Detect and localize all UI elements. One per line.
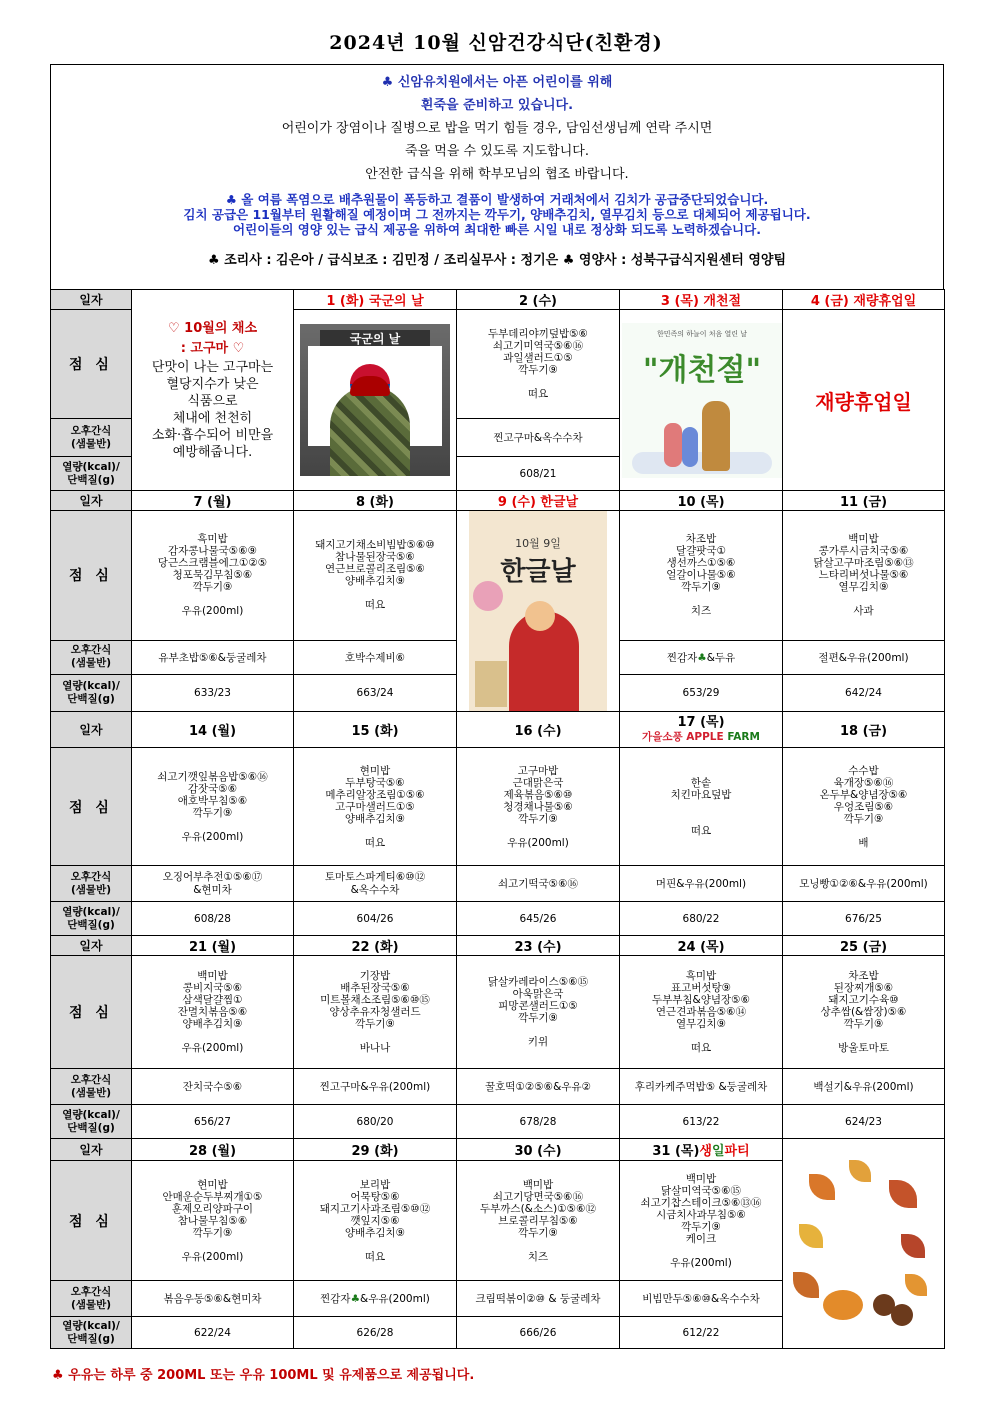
snack-day-2: 찐고구마&옥수수차 <box>457 419 620 457</box>
snack-day-17: 머핀&우유(200ml) <box>620 866 783 902</box>
snack-day-21: 잔치국수⑤⑥ <box>132 1069 294 1105</box>
day-header-3: 3 (목) 개천절 <box>620 290 783 310</box>
notice-line-3: 어린이가 장염이나 질병으로 밥을 먹기 힘들 경우, 담임선생님께 연락 주시면 <box>281 121 713 136</box>
label-date: 일자 <box>51 936 132 956</box>
vegetable-desc-5: 소화·흡수되어 비만을 <box>151 428 274 443</box>
vegetable-desc-6: 예방해줍니다. <box>172 445 253 460</box>
kcal-day-15: 604/26 <box>294 902 457 936</box>
kcal-day-17: 680/22 <box>620 902 783 936</box>
lunch-day-10: 차조밥 달걀팟국① 생선까스①⑤⑥ 얼갈이나물⑤⑥ 깍두기⑨ 치즈 <box>620 511 783 641</box>
hangeul-date: 10월 9일 <box>515 537 561 550</box>
lunch-day-8: 돼지고기채소비빔밥⑤⑥⑩ 참나물된장국⑤⑥ 연근브로콜리조림⑤⑥ 양배추김치⑨ 떠요 <box>294 511 457 641</box>
lunch-day-2: 두부데리야끼덮밥⑤⑥ 쇠고기미역국⑤⑥⑯ 과일샐러드①⑤ 깍두기⑨ 떠요 <box>457 310 620 419</box>
gaecheon-subtitle: 한민족의 하늘이 처음 열린 날 <box>656 329 748 338</box>
snack-day-15: 토마토스파게티⑥⑩⑫ &옥수수차 <box>294 866 457 902</box>
day-header-10: 10 (목) <box>620 491 783 511</box>
day-header-30: 30 (수) <box>457 1139 620 1161</box>
staff-line: ♣ 조리사 : 김은아 / 급식보조 : 김민정 / 조리실무사 : 정기은 ♣ 영양사 : 성북구급식지원센터 영양팀 <box>207 253 787 268</box>
day-header-7: 7 (월) <box>132 491 294 511</box>
kcal-day-30: 666/26 <box>457 1317 620 1349</box>
label-lunch: 점 심 <box>51 511 132 641</box>
day-header-24: 24 (목) <box>620 936 783 956</box>
label-snack: 오후간식 (샘물반) <box>51 419 132 457</box>
menu-table <box>50 289 945 1349</box>
vegetable-name: : 고구마 ♡ <box>180 341 245 356</box>
snack-day-30: 크림떡볶이②⑩ & 둥굴레차 <box>457 1281 620 1317</box>
notice-line-7: 김치 공급은 11월부터 원활해질 예정이며 그 전까지는 깍두기, 양배추김치, 열무김치 등으로 대체되어 제공됩니다. <box>183 207 811 222</box>
label-snack: 오후간식 (샘물반) <box>51 1069 132 1105</box>
notice-line-2: 흰죽을 준비하고 있습니다. <box>420 98 574 113</box>
label-date: 일자 <box>51 712 132 748</box>
vegetable-desc-3: 식품으로 <box>187 394 238 409</box>
vegetable-of-month <box>132 290 294 491</box>
label-date: 일자 <box>51 1139 132 1161</box>
kcal-day-2: 608/21 <box>457 457 620 491</box>
kcal-day-31: 612/22 <box>620 1317 783 1349</box>
day-header-11: 11 (금) <box>783 491 945 511</box>
vegetable-desc <box>134 359 291 461</box>
label-date: 일자 <box>51 491 132 511</box>
vegetable-desc-2: 혈당지수가 낮은 <box>166 377 259 392</box>
snack-day-16: 쇠고기떡국⑤⑥⑯ <box>457 866 620 902</box>
kcal-day-14: 608/28 <box>132 902 294 936</box>
snack-day-23: 꿀호떡①②⑤⑥&우유② <box>457 1069 620 1105</box>
label-snack: 오후간식 (샘물반) <box>51 866 132 902</box>
picnic-label: 가을소풍 APPLE FARM <box>642 730 760 743</box>
gaecheonjeol-image <box>620 310 783 491</box>
lunch-day-30: 백미밥 쇠고기당면국⑤⑥⑯ 두부까스(&소스)①⑤⑥⑫ 브로콜리무침⑤⑥ 깍두기⑨ 치즈 <box>457 1161 620 1281</box>
lunch-day-16: 고구마밥 근대맑은국 제육볶음⑤⑥⑩ 청경채나물⑤⑥ 깍두기⑨ 우유(200ml) <box>457 748 620 866</box>
label-kcal: 열량(kcal)/ 단백질(g) <box>51 1105 132 1139</box>
label-snack: 오후간식 (샘물반) <box>51 1281 132 1317</box>
snack-day-24: 후리카케주먹밥⑤ &둥굴레차 <box>620 1069 783 1105</box>
day-header-25: 25 (금) <box>783 936 945 956</box>
day-header-21: 21 (월) <box>132 936 294 956</box>
kcal-day-10: 653/29 <box>620 675 783 712</box>
snack-day-14: 오징어부추전①⑤⑥⑰ &현미차 <box>132 866 294 902</box>
lunch-day-24: 흑미밥 표고버섯탕⑨ 두부부침&양념장⑤⑥ 연근견과볶음⑤⑥⑭ 열무김치⑨ 떠요 <box>620 956 783 1069</box>
snack-day-18: 모닝빵①②⑥&우유(200ml) <box>783 866 945 902</box>
notice-box <box>50 64 944 290</box>
day-header-4: 4 (금) 재량휴업일 <box>783 290 945 310</box>
label-lunch: 점 심 <box>51 1161 132 1281</box>
day-header-16: 16 (수) <box>457 712 620 748</box>
day-header-22: 22 (화) <box>294 936 457 956</box>
kcal-day-22: 680/20 <box>294 1105 457 1139</box>
kcal-day-18: 676/25 <box>783 902 945 936</box>
label-kcal: 열량(kcal)/ 단백질(g) <box>51 675 132 712</box>
clover-icon: ♣ <box>350 1293 360 1305</box>
gaecheon-title: "개천절" <box>642 352 762 388</box>
lunch-day-28: 현미밥 안매운순두부찌개①⑤ 훈제오리양파구이 참나물무침⑤⑥ 깍두기⑨ 우유(200ml) <box>132 1161 294 1281</box>
snack-day-29: 찐감자♣&우유(200ml) <box>294 1281 457 1317</box>
notice-line-1: ♣ 신암유치원에서는 아픈 어린이를 위해 <box>381 75 613 90</box>
vegetable-desc-4: 체내에 천천히 <box>172 411 253 426</box>
hangeul-day-image <box>457 511 620 712</box>
kcal-day-16: 645/26 <box>457 902 620 936</box>
lunch-day-23: 닭살카레라이스⑤⑥⑮ 아욱맑은국 피망콘샐러드①⑤ 깍두기⑨ 키위 <box>457 956 620 1069</box>
snack-day-25: 백설기&우유(200ml) <box>783 1069 945 1105</box>
lunch-day-22: 기장밥 배추된장국⑤⑥ 미트볼채소조림⑤⑥⑩⑮ 양상추유자청샐러드 깍두기⑨ 바나나 <box>294 956 457 1069</box>
lunch-day-29: 보리밥 어묵탕⑤⑥ 돼지고기사과조림⑤⑩⑫ 깻잎지⑤⑥ 양배추김치⑨ 떠요 <box>294 1161 457 1281</box>
label-kcal: 열량(kcal)/ 단백질(g) <box>51 902 132 936</box>
day-header-31: 31 (목)생일파티 <box>620 1139 783 1161</box>
snack-day-28: 볶음우동⑤⑥&현미차 <box>132 1281 294 1317</box>
lunch-day-14: 쇠고기깻잎볶음밥⑤⑥⑯ 감잣국⑤⑥ 애호박무침⑤⑥ 깍두기⑨ 우유(200ml) <box>132 748 294 866</box>
lunch-day-31: 백미밥 닭살미역국⑤⑥⑮ 쇠고기찹스테이크⑤⑥⑬⑯ 시금치사과무침⑤⑥ 깍두기⑨ 케이크 우유(200ml) <box>620 1161 783 1281</box>
kcal-day-8: 663/24 <box>294 675 457 712</box>
label-kcal: 열량(kcal)/ 단백질(g) <box>51 457 132 491</box>
day-header-8: 8 (화) <box>294 491 457 511</box>
label-date: 일자 <box>51 290 132 310</box>
snack-day-7: 유부초밥⑤⑥&둥굴레차 <box>132 640 294 675</box>
day-header-9: 9 (수) 한글날 <box>457 491 620 511</box>
clover-icon: ♣ <box>697 651 707 664</box>
lunch-day-18: 수수밥 육개장⑤⑥⑯ 온두부&양념장⑤⑥ 우엉조림⑤⑥ 깍두기⑨ 배 <box>783 748 945 866</box>
snack-day-10: 찐감자♣&두유 <box>620 640 783 675</box>
day-header-29: 29 (화) <box>294 1139 457 1161</box>
kcal-day-23: 678/28 <box>457 1105 620 1139</box>
snack-day-31: 비빔만두⑤⑥⑩&옥수수차 <box>620 1281 783 1317</box>
armed-forces-day-image <box>294 310 457 491</box>
lunch-day-17: 한솥 치킨마요덮밥 떠요 <box>620 748 783 866</box>
footer-note: ♣ 우유는 하루 중 200ML 또는 우유 100ML 및 유제품으로 제공됩니다. <box>52 1368 475 1383</box>
lunch-day-15: 현미밥 두부탕국⑤⑥ 메추리알장조림①⑤⑥ 고구마샐러드①⑤ 양배추김치⑨ 떠요 <box>294 748 457 866</box>
kcal-day-28: 622/24 <box>132 1317 294 1349</box>
notice-line-5: 안전한 급식을 위해 학부모님의 협조 바랍니다. <box>365 167 629 182</box>
day-header-14: 14 (월) <box>132 712 294 748</box>
kcal-day-25: 624/23 <box>783 1105 945 1139</box>
day-header-15: 15 (화) <box>294 712 457 748</box>
notice-line-4: 죽을 먹을 수 있도록 지도합니다. <box>405 144 589 159</box>
vegetable-desc-1: 단맛이 나는 고구마는 <box>151 360 274 375</box>
autumn-leaves-image <box>783 1139 945 1349</box>
kcal-day-24: 613/22 <box>620 1105 783 1139</box>
snack-day-8: 호박수제비⑥ <box>294 640 457 675</box>
hangeul-title: 한글날 <box>500 557 576 587</box>
label-lunch: 점 심 <box>51 310 132 419</box>
vegetable-title: ♡ 10월의 채소 <box>167 321 258 336</box>
day-header-2: 2 (수) <box>457 290 620 310</box>
page-title: 2024년 10월 신암건강식단(친환경) <box>329 32 663 54</box>
day-header-23: 23 (수) <box>457 936 620 956</box>
lunch-day-25: 차조밥 된장찌개⑤⑥ 돼지고기수육⑩ 상추쌈(&쌈장)⑤⑥ 깍두기⑨ 방울토마토 <box>783 956 945 1069</box>
kcal-day-29: 626/28 <box>294 1317 457 1349</box>
armed-forces-banner: 국군의 날 <box>320 330 430 348</box>
lunch-day-11: 백미밥 콩가루시금치국⑤⑥ 닭살고구마조림⑤⑥⑬ 느타리버섯나물⑤⑥ 열무김치⑨ 사과 <box>783 511 945 641</box>
closed-day: 재량휴업일 <box>783 310 945 491</box>
snack-day-22: 찐고구마&우유(200ml) <box>294 1069 457 1105</box>
label-lunch: 점 심 <box>51 748 132 866</box>
lunch-day-7: 흑미밥 감자콩나물국⑤⑥⑨ 당근스크램블에그①②⑤ 청포묵김무침⑤⑥ 깍두기⑨ 우유(200ml) <box>132 511 294 641</box>
notice-line-8: 어린이들의 영양 있는 급식 제공을 위하여 최대한 빠른 시일 내로 정상화 되도록 노력하겠습니다. <box>233 222 761 237</box>
kcal-day-11: 642/24 <box>783 675 945 712</box>
day-header-28: 28 (월) <box>132 1139 294 1161</box>
lunch-day-21: 백미밥 콩비지국⑤⑥ 삼색달걀찜① 잔멸치볶음⑤⑥ 양배추김치⑨ 우유(200ml) <box>132 956 294 1069</box>
day-header-18: 18 (금) <box>783 712 945 748</box>
kcal-day-7: 633/23 <box>132 675 294 712</box>
notice-line-6: ♣ 올 여름 폭염으로 배추원물이 폭등하고 결품이 발생하여 거래처에서 김치가 공급중단되었습니다. <box>225 192 769 207</box>
day-header-1: 1 (화) 국군의 날 <box>294 290 457 310</box>
label-snack: 오후간식 (샘물반) <box>51 640 132 675</box>
label-kcal: 열량(kcal)/ 단백질(g) <box>51 1317 132 1349</box>
kcal-day-21: 656/27 <box>132 1105 294 1139</box>
label-lunch: 점 심 <box>51 956 132 1069</box>
snack-day-11: 절편&우유(200ml) <box>783 640 945 675</box>
day-header-17: 17 (목) 가을소풍 APPLE FARM <box>620 712 783 748</box>
